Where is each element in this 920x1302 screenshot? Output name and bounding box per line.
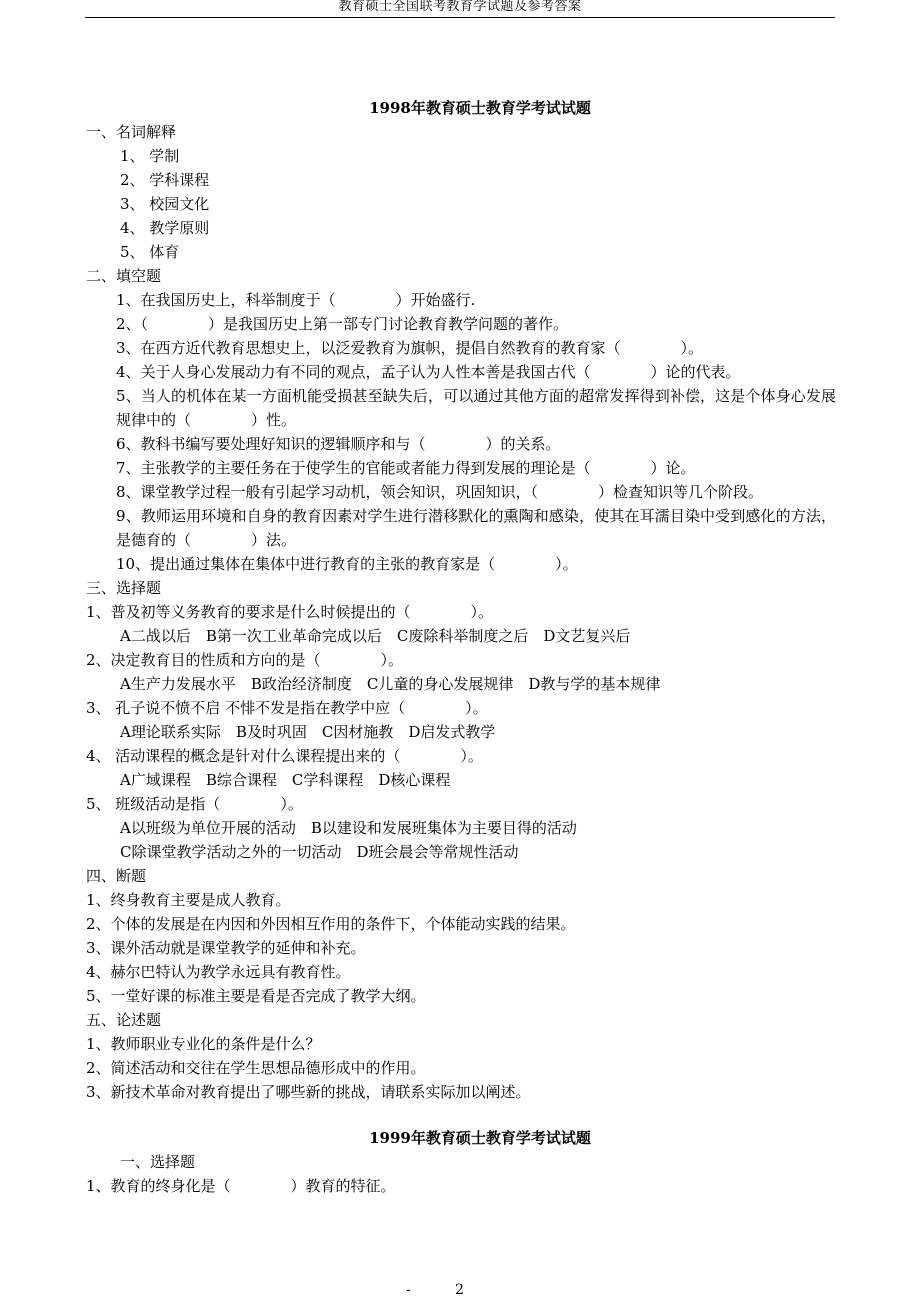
list-item: 2、个体的发展是在内因和外因相互作用的条件下，个体能动实践的结果。 <box>86 915 576 933</box>
list-item: 3、 校园文化 <box>120 195 210 213</box>
list-item: 4、关于人身心发展动力有不同的观点，孟子认为人性本善是我国古代（ ）论的代表。 <box>116 363 741 381</box>
list-item: 2、 学科课程 <box>120 171 210 189</box>
list-item: 10、提出通过集体在集体中进行教育的主张的教育家是（ ）。 <box>116 555 578 573</box>
page-footer <box>0 1282 920 1302</box>
spacer <box>86 1114 836 1126</box>
section-heading: 五、论述题 <box>86 1011 162 1029</box>
list-item: 1、教师职业专业化的条件是什么？ <box>86 1035 321 1053</box>
exam-1999-title: 1999年教育硕士教育学考试试题 <box>369 1129 591 1147</box>
list-item: 1、在我国历史上，科举制度于（ ）开始盛行. <box>116 291 476 309</box>
page-number: 2 <box>455 1282 464 1298</box>
options: A广域课程 B综合课程 C学科课程 D核心课程 <box>120 771 451 789</box>
document-body <box>86 96 836 1198</box>
list-item: 1、终身教育主要是成人教育。 <box>86 891 291 909</box>
section-heading: 一、名词解释 <box>86 123 177 141</box>
question: 5、 班级活动是指（ ）。 <box>86 795 303 813</box>
options: A以班级为单位开展的活动 B以建设和发展班集体为主要目得的活动 <box>120 819 577 837</box>
section-heading: 一、选择题 <box>120 1153 196 1171</box>
list-item: 1、教育的终身化是（ ）教育的特征。 <box>86 1177 396 1195</box>
list-item: 5、当人的机体在某一方面机能受损甚至缺失后，可以通过其他方面的超常发挥得到补偿，这是个体身心发展规律中的（ ）性。 <box>116 387 836 429</box>
section-heading: 三、选择题 <box>86 579 162 597</box>
list-item: 9、教师运用环境和自身的教育因素对学生进行潜移默化的熏陶和感染，使其在耳濡目染中受到感化的方法，是德育的（ ）法。 <box>116 507 836 549</box>
exam-1998-title: 1998年教育硕士教育学考试试题 <box>369 99 591 117</box>
list-item: 3、新技术革命对教育提出了哪些新的挑战，请联系实际加以阐述。 <box>86 1083 531 1101</box>
question: 2、决定教育目的性质和方向的是（ ）。 <box>86 651 404 669</box>
section-heading: 四、断题 <box>86 867 147 885</box>
list-item: 5、 体育 <box>120 243 180 261</box>
spacer <box>86 1104 836 1114</box>
options: A二战以后 B第一次工业革命完成以后 C废除科举制度之后 D文艺复兴后 <box>120 627 631 645</box>
list-item: 3、在西方近代教育思想史上，以泛爱教育为旗帜，提倡自然教育的教育家（ ）。 <box>116 339 704 357</box>
running-header: 教育硕士全国联考教育学试题及参考答案 <box>85 0 835 18</box>
list-item: 6、教科书编写要处理好知识的逻辑顺序和与（ ）的关系。 <box>116 435 561 453</box>
options: A生产力发展水平 B政治经济制度 C儿童的身心发展规律 D教与学的基本规律 <box>120 675 661 693</box>
list-item: 7、主张教学的主要任务在于使学生的官能或者能力得到发展的理论是（ ）论。 <box>116 459 696 477</box>
list-item: 4、 教学原则 <box>120 219 210 237</box>
options: C除课堂教学活动之外的一切活动 D班会晨会等常规性活动 <box>120 843 519 861</box>
list-item: 8、课堂教学过程一般有引起学习动机，领会知识，巩固知识，（ ）检查知识等几个阶段。 <box>116 483 764 501</box>
list-item: 2、（ ）是我国历史上第一部专门讨论教育教学问题的著作。 <box>116 315 569 333</box>
question: 3、 孔子说不愤不启 不悱不发是指在教学中应（ ）。 <box>86 699 488 717</box>
section-heading: 二、填空题 <box>86 267 162 285</box>
footer-dash: - <box>406 1282 411 1298</box>
list-item: 3、课外活动就是课堂教学的延伸和补充。 <box>86 939 366 957</box>
list-item: 2、简述活动和交往在学生思想品德形成中的作用。 <box>86 1059 426 1077</box>
options: A理论联系实际 B及时巩固 C因材施教 D启发式教学 <box>120 723 496 741</box>
question: 4、 活动课程的概念是针对什么课程提出来的（ ）。 <box>86 747 483 765</box>
question: 1、普及初等义务教育的要求是什么时候提出的（ ）。 <box>86 603 494 621</box>
list-item: 4、赫尔巴特认为教学永远具有教育性。 <box>86 963 351 981</box>
list-item: 5、一堂好课的标准主要是看是否完成了教学大纲。 <box>86 987 426 1005</box>
list-item: 1、 学制 <box>120 147 180 165</box>
